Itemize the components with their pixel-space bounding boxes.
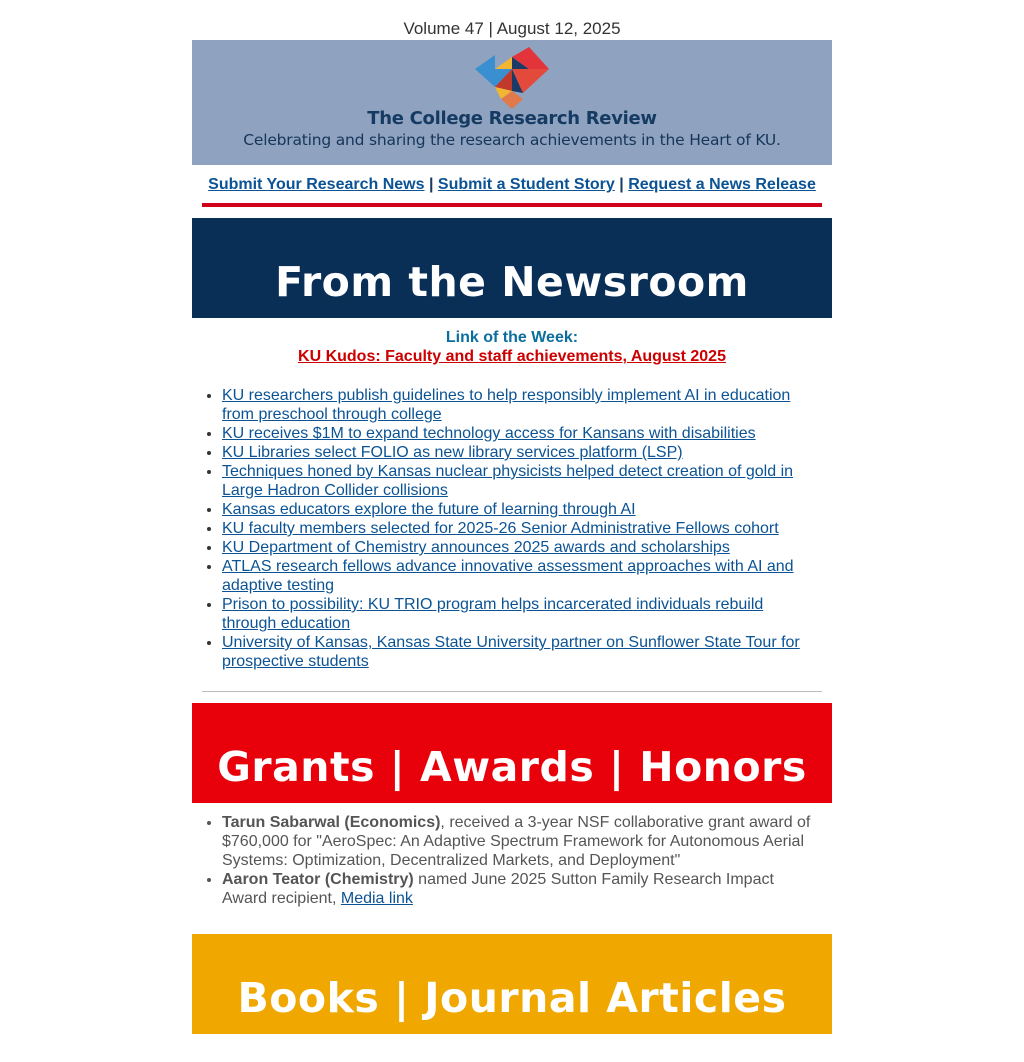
news-link[interactable]: KU Libraries select FOLIO as new library services platform (LSP) <box>222 444 683 461</box>
masthead-banner <box>192 40 832 165</box>
list-item <box>222 519 802 538</box>
grant-recipient-name: Tarun Sabarwal (Economics) <box>222 814 441 831</box>
grant-description: , received a 3-year NSF collaborative grant award of $760,000 for "AeroSpec: An Adaptive Spectrum Framework for Autonomous Aerial Systems: Optimization, Decentralized Markets, and Deployment" <box>222 814 811 869</box>
news-link[interactable]: Kansas educators explore the future of learning through AI <box>222 501 636 518</box>
grants-heading: Grants | Awards | Honors <box>192 703 832 803</box>
ku-logo-icon <box>475 47 549 111</box>
list-item <box>222 538 802 557</box>
news-link[interactable]: University of Kansas, Kansas State University partner on Sunflower State Tour for prospective students <box>222 634 800 670</box>
gray-divider <box>202 691 822 692</box>
newsletter-subtitle: Celebrating and sharing the research achievements in the Heart of KU. <box>243 131 781 149</box>
submit-student-story-link[interactable]: Submit a Student Story <box>437 176 615 193</box>
grants-list <box>192 813 832 908</box>
submit-research-news-link[interactable]: Submit Your Research News <box>208 176 425 193</box>
books-articles-heading: Books | Journal Articles <box>192 934 832 1034</box>
grant-description: named June 2025 Sutton Family Research Impact Award recipient, <box>222 871 774 907</box>
newsroom-list <box>192 386 832 671</box>
news-link[interactable]: Techniques honed by Kansas nuclear physicists helped detect creation of gold in Large Hadron Collider collisions <box>222 463 794 499</box>
volume-date-line: Volume 47 | August 12, 2025 <box>403 19 621 38</box>
list-item <box>222 595 802 633</box>
list-item <box>222 386 802 424</box>
newsletter <box>192 0 832 1034</box>
news-link[interactable]: KU faculty members selected for 2025-26 Senior Administrative Fellows cohort <box>222 520 779 537</box>
link-separator: | <box>428 176 434 193</box>
list-item <box>222 424 802 443</box>
newsroom-heading: From the Newsroom <box>192 218 832 318</box>
list-item <box>222 462 802 500</box>
grant-recipient-name: Aaron Teator (Chemistry) <box>222 871 414 888</box>
link-of-week-link[interactable]: KU Kudos: Faculty and staff achievements, August 2025 <box>298 348 726 365</box>
news-link[interactable]: Prison to possibility: KU TRIO program helps incarcerated individuals rebuild through education <box>222 596 764 632</box>
newsletter-title: The College Research Review <box>367 108 657 129</box>
link-of-week-label: Link of the Week: <box>445 329 579 346</box>
news-link[interactable]: KU researchers publish guidelines to help responsibly implement AI in education from preschool through college <box>222 387 791 423</box>
news-link[interactable]: KU Department of Chemistry announces 2025 awards and scholarships <box>222 539 730 556</box>
list-item <box>222 557 802 595</box>
list-item <box>222 813 822 870</box>
request-news-release-link[interactable]: Request a News Release <box>628 176 816 193</box>
link-separator: | <box>619 176 624 193</box>
news-link[interactable]: KU receives $1M to expand technology access for Kansans with disabilities <box>222 425 756 442</box>
list-item <box>222 500 802 519</box>
top-links-bar <box>192 165 832 195</box>
news-link[interactable]: ATLAS research fellows advance innovative assessment approaches with AI and adaptive testing <box>222 558 794 594</box>
list-item <box>222 443 802 462</box>
list-item <box>222 870 822 908</box>
link-of-week <box>192 318 832 366</box>
media-link[interactable]: Media link <box>340 890 413 907</box>
list-item <box>222 633 802 671</box>
red-divider <box>202 203 822 207</box>
